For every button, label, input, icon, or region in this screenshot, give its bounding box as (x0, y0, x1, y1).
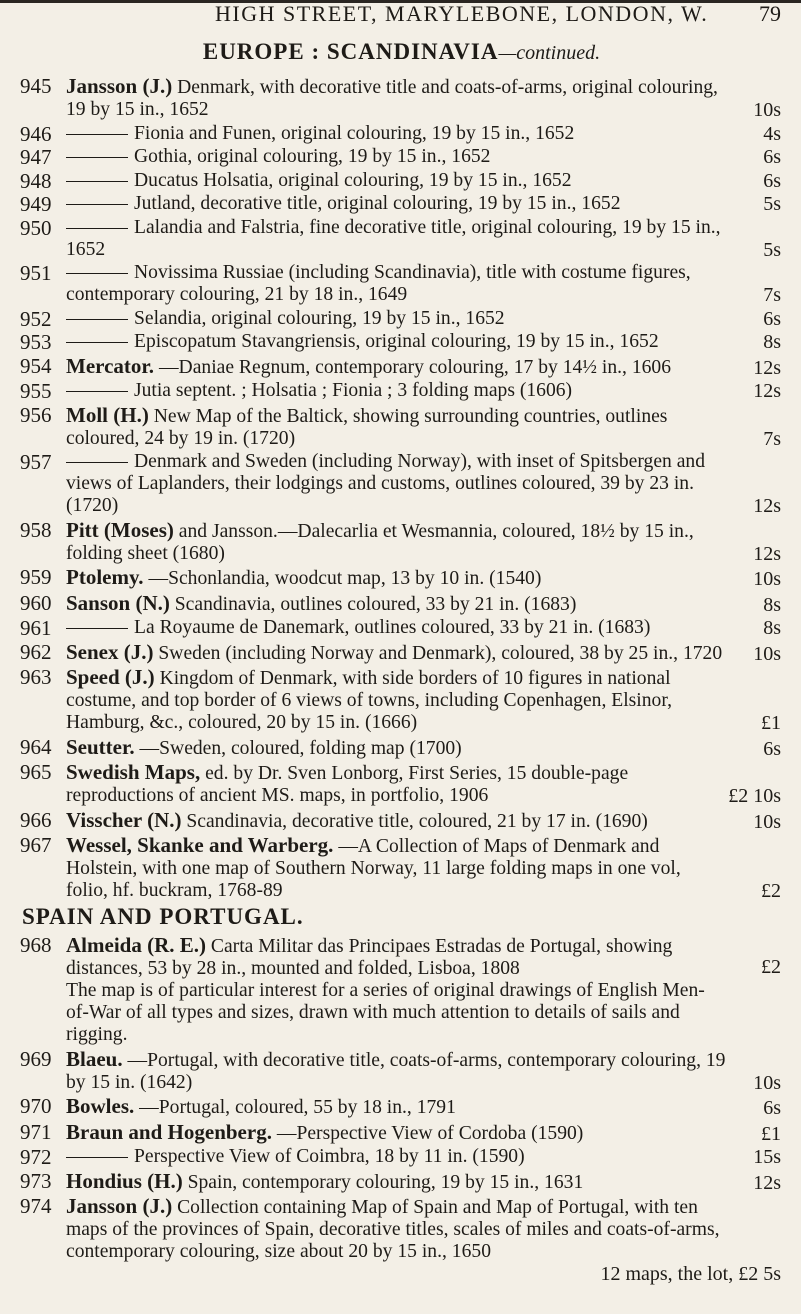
entry-number: 969 (20, 1046, 52, 1071)
entry-description: —A Collection of Maps of Denmark and Holstein, with one map of Southern Norway, 11 large folding maps in one vol, folio, hf. buckram, 1768-89 (66, 836, 681, 901)
entry-number: 955 (20, 379, 52, 403)
entry-price: 12 maps, the lot, £2 5s (600, 1263, 781, 1285)
entry-description: Jutia septent. ; Holsatia ; Fionia ; 3 folding maps (1606) (134, 380, 573, 401)
entry-author: Sanson (N.) (66, 590, 170, 615)
entry-author: Seutter. (66, 734, 135, 759)
catalogue-entry (20, 809, 783, 833)
entry-number: 963 (20, 665, 52, 689)
entry-price: 6s (763, 146, 781, 168)
entry-list-scandinavia (20, 75, 783, 902)
catalogue-entry (20, 736, 783, 760)
entry-number: 970 (20, 1094, 52, 1118)
entry-price: 6s (763, 737, 781, 760)
running-head (20, 3, 783, 37)
entry-price: 8s (763, 617, 781, 639)
entry-price: 4s (763, 122, 781, 145)
section-continued: —continued. (498, 42, 601, 64)
entry-number: 973 (20, 1168, 52, 1193)
entry-number: 956 (20, 402, 52, 427)
entry-price: 10s (753, 810, 781, 833)
catalogue-entry (20, 1048, 783, 1094)
entry-author: Ptolemy. (66, 565, 144, 589)
entry-price: 12s (753, 380, 781, 402)
entry-author: Moll (H.) (66, 402, 149, 427)
entry-description: Kingdom of Denmark, with side borders of 10 figures in national costume, and top border of 6 views of towns, including Copenhagen, Elsinor, Hamburg, &c., coloured, 20 by 15 in. (1666) (66, 668, 672, 733)
entry-price: 8s (763, 593, 781, 616)
entry-author: Blaeu. (66, 1046, 123, 1071)
ditto-dash (66, 628, 128, 629)
entry-description: Scandinavia, decorative title, coloured, 21 by 17 in. (1690) (186, 810, 648, 832)
entry-price: 15s (753, 1146, 781, 1168)
entry-number: 972 (20, 1145, 52, 1169)
entry-number: 957 (20, 450, 52, 474)
catalogue-entry (20, 75, 783, 121)
entry-description: Episcopatum Stavangriensis, original colouring, 19 by 15 in., 1652 (134, 331, 659, 352)
catalogue-entry (20, 217, 783, 261)
entry-description: Selandia, original colouring, 19 by 15 in., 1652 (134, 307, 505, 329)
page-number: 79 (759, 1, 781, 26)
catalogue-entry (20, 934, 783, 1046)
entry-number: 959 (20, 565, 52, 589)
entry-price: 6s (763, 307, 781, 330)
entry-author: Senex (J.) (66, 639, 154, 664)
entry-description: La Royaume de Danemark, outlines coloured, 33 by 21 in. (1683) (134, 617, 651, 638)
entry-number: 960 (20, 590, 52, 615)
catalogue-entry (20, 666, 783, 734)
entry-number: 966 (20, 807, 52, 832)
entry-description: Lalandia and Falstria, fine decorative title, original colouring, 19 by 15 in., 1652 (66, 216, 721, 260)
entry-description: Novissima Russiae (including Scandinavia), title with costume figures, contemporary colouring, 21 by 18 in., 1649 (66, 262, 691, 305)
entry-author: Hondius (H.) (66, 1168, 183, 1193)
entry-number: 950 (20, 215, 52, 240)
ditto-dash (66, 273, 128, 274)
ditto-dash (66, 134, 128, 135)
entry-author: Bowles. (66, 1094, 135, 1118)
catalogue-entry (20, 262, 783, 306)
catalogue-entry (20, 761, 783, 807)
entry-number: 954 (20, 353, 52, 378)
entry-price: 10s (753, 99, 781, 121)
catalogue-entry (20, 1195, 783, 1285)
ditto-dash (66, 204, 128, 205)
catalogue-entry (20, 193, 783, 215)
entry-author: Swedish Maps, (66, 760, 201, 784)
entry-description: ed. by Dr. Sven Lonborg, First Series, 15 double-page reproductions of ancient MS. maps, in portfolio, 1906 (66, 763, 629, 806)
catalogue-entry (20, 404, 783, 450)
entry-price: £2 (761, 880, 781, 902)
catalogue-entry (20, 1121, 783, 1145)
entry-price: 7s (763, 427, 781, 450)
entry-price: 12s (753, 1171, 781, 1194)
entry-price: £2 (761, 956, 781, 978)
entry-number: 974 (20, 1194, 52, 1218)
entry-price: 10s (753, 568, 781, 590)
catalogue-entry (20, 1146, 783, 1168)
entry-number: 968 (20, 933, 52, 957)
entry-author: Braun and Hogenberg. (66, 1119, 272, 1144)
entry-author: Mercator. (66, 353, 155, 378)
catalogue-entry (20, 592, 783, 616)
entry-number: 958 (20, 517, 52, 542)
section-title-spain-portugal: SPAIN AND PORTUGAL. (22, 904, 304, 929)
entry-description: Denmark, with decorative title and coats-of-arms, original colouring, 19 by 15 in., 1652 (66, 77, 718, 120)
entry-price: 10s (753, 1071, 781, 1094)
ditto-dash (66, 342, 128, 343)
entry-list-spain-portugal (20, 934, 783, 1285)
entry-price: 7s (763, 284, 781, 306)
entry-description: Carta Militar das Principaes Estradas de Portugal, showing distances, 53 by 28 in., mounted and folded, Lisboa, 1808 (66, 936, 673, 979)
entry-number: 946 (20, 121, 52, 146)
entry-price: 10s (753, 642, 781, 665)
entry-author: Almeida (R. E.) (66, 933, 206, 957)
entry-price: 12s (753, 495, 781, 517)
entry-description: Perspective View of Coimbra, 18 by 11 in. (1590) (134, 1146, 525, 1167)
entry-number: 953 (20, 330, 52, 354)
catalogue-entry (20, 331, 783, 353)
entry-number: 965 (20, 760, 52, 784)
section-title (20, 39, 783, 75)
entry-description: —Daniae Regnum, contemporary colouring, 17 by 14½ in., 1606 (158, 356, 672, 378)
ditto-dash (66, 391, 128, 392)
entry-number: 949 (20, 192, 52, 216)
ditto-dash (66, 228, 128, 229)
entry-price: 6s (763, 169, 781, 192)
entry-description: Fionia and Funen, original colouring, 19 by 15 in., 1652 (134, 122, 575, 144)
entry-author: Visscher (N.) (66, 807, 182, 832)
entry-number: 971 (20, 1119, 52, 1144)
entry-description: New Map of the Baltick, showing surrounding countries, outlines coloured, 24 by 19 in. (1720) (66, 405, 668, 449)
catalogue-entry (20, 355, 783, 379)
entry-number: 964 (20, 734, 52, 759)
entry-author: Pitt (Moses) (66, 517, 174, 542)
entry-price: 8s (763, 331, 781, 353)
entry-number: 945 (20, 74, 52, 98)
entry-description: Collection containing Map of Spain and Map of Portugal, with ten maps of the provinces of Spain, decorative titles, scales of miles and coats-of-arms, contemporary colouring, size about 20 by 15 in., 1650 (66, 1197, 720, 1262)
entry-description: —Perspective View of Cordoba (1590) (276, 1122, 584, 1144)
ditto-dash (66, 462, 128, 463)
catalogue-entry (20, 308, 783, 330)
entry-number: 961 (20, 616, 52, 640)
entry-price: £2 10s (728, 785, 781, 807)
entry-description: —Portugal, with decorative title, coats-of-arms, contemporary colouring, 19 by 15 in. (1642) (66, 1049, 726, 1093)
catalogue-entry (20, 146, 783, 168)
entry-author: Wessel, Skanke and Warberg. (66, 833, 334, 857)
ditto-dash (66, 1157, 128, 1158)
catalogue-entry (20, 451, 783, 517)
entry-description: Spain, contemporary colouring, 19 by 15 in., 1631 (187, 1171, 584, 1193)
entry-author: Jansson (J.) (66, 1194, 173, 1218)
entry-author: Jansson (J.) (66, 74, 173, 98)
entry-description: —Portugal, coloured, 55 by 18 in., 1791 (139, 1097, 456, 1118)
entry-description: Scandinavia, outlines coloured, 33 by 21 in. (1683) (174, 593, 577, 615)
entry-description: —Schonlandia, woodcut map, 13 by 10 in. (1540) (148, 568, 542, 589)
entry-number: 951 (20, 261, 52, 285)
entry-number: 947 (20, 145, 52, 169)
catalogue-entry (20, 1095, 783, 1119)
catalogue-entry (20, 123, 783, 145)
catalogue-entry (20, 566, 783, 590)
ditto-dash (66, 319, 128, 320)
entry-description: Ducatus Holsatia, original colouring, 19 by 15 in., 1652 (134, 169, 572, 191)
entry-price: 5s (763, 238, 781, 261)
entry-description: Sweden (including Norway and Denmark), coloured, 38 by 25 in., 1720 (158, 642, 723, 664)
catalogue-entry (20, 834, 783, 902)
catalogue-entry (20, 519, 783, 565)
entry-description: Gothia, original colouring, 19 by 15 in., 1652 (134, 146, 491, 167)
catalogue-entry (20, 617, 783, 639)
entry-description: Denmark and Sweden (including Norway), with inset of Spitsbergen and views of Laplanders, their lodgings and customs, outlines coloured, 39 by 23 in. (1720) (66, 451, 706, 516)
entry-price: 12s (753, 542, 781, 565)
catalogue-entry (20, 641, 783, 665)
running-head-text: HIGH STREET, MARYLEBONE, LONDON, W. (215, 1, 709, 26)
entry-description: —Sweden, coloured, folding map (1700) (139, 737, 462, 759)
entry-description: and Jansson.—Dalecarlia et Wesmannia, coloured, 18½ by 15 in., folding sheet (1680) (66, 520, 694, 564)
entry-number: 962 (20, 639, 52, 664)
entry-price: 12s (753, 356, 781, 379)
section-title-text: EUROPE : SCANDINAVIA (202, 39, 499, 64)
entry-price: £1 (761, 712, 781, 734)
ditto-dash (66, 181, 128, 182)
entry-price: 5s (763, 193, 781, 215)
entry-number: 952 (20, 306, 52, 331)
entry-description: Jutland, decorative title, original colouring, 19 by 15 in., 1652 (134, 193, 621, 214)
entry-note: The map is of particular interest for a series of original drawings of English Men-of-War of all types and sizes, drawn with much attention to details of sails and rigging. (66, 980, 705, 1045)
entry-number: 948 (20, 168, 52, 193)
entry-price: 6s (763, 1097, 781, 1119)
catalogue-entry (20, 380, 783, 402)
ditto-dash (66, 157, 128, 158)
entry-price: £1 (761, 1122, 781, 1145)
catalogue-entry (20, 170, 783, 192)
catalogue-entry (20, 1170, 783, 1194)
entry-number: 967 (20, 833, 52, 857)
entry-author: Speed (J.) (66, 665, 155, 689)
